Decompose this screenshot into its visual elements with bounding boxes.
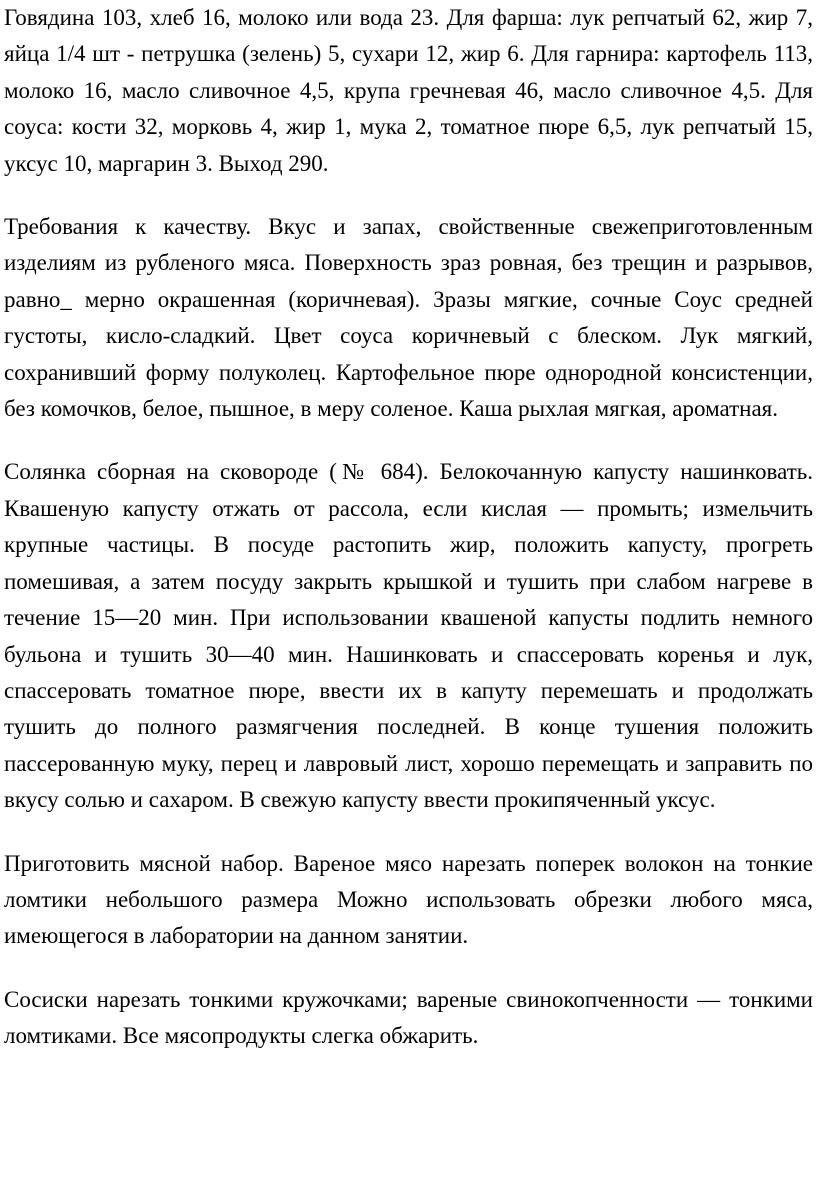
paragraph-ingredients: Говядина 103, хлеб 16, молоко или вода 23. Для фарша: лук репчатый 62, жир 7, яйца 1/4 шт - петрушка (зелень) 5, сухари 12, жир 6. Для гарнира: картофель 113, молоко 16, масло сливочное 4,5, крупа гречневая 46, масло сливочное 4,5. Для соуса: кости 32, морковь 4, жир 1, мука 2, томатное пюре 6,5, лук репчатый 15, уксус 10, маргарин 3. Выход 290. xyxy=(4,5,813,176)
paragraph-quality-requirements: Требования к качеству. Вкус и запах, свойственные свежеприготовленным изделиям из рубленого мяса. Поверхность зраз ровная, без трещин и разрывов, равно_ мерно окрашенная (коричневая). Зразы мягкие, сочные Соус средней густоты, кисло-сладкий. Цвет соуса коричневый с блеском. Лук мягкий, сохранивший форму полуколец. Картофельное пюре однородной консистенции, без комочков, белое, пышное, в меру соленое. Каша рыхлая мягкая, ароматная. xyxy=(4,214,813,422)
paragraph-meat-set: Приготовить мясной набор. Вареное мясо нарезать поперек волокон на тонкие ломтики небольшого размера Можно использовать обрезки любого мяса, имеющегося в лаборатории на данном занятии. xyxy=(4,850,813,949)
paragraph-solyanka-recipe: Солянка сборная на сковороде (№ 684). Белокочанную капусту нашинковать. Квашеную капусту отжать от рассола, если кислая — промыть; измельчить крупные частицы. В посуде растопить жир, положить капусту, прогреть помешивая, а затем посуду закрыть крышкой и тушить при слабом нагреве в течение 15—20 мин. При использовании квашеной капусты подлить немного бульона и тушить 30—40 мин. Нашинковать и спассеровать коренья и лук, спассеровать томатное пюре, ввести их в капуту перемешать и продолжать тушить до полного размягчения последней. В конце тушения положить пассерованную муку, перец и лавровый лист, хорошо перемещать и заправить по вкусу солью и сахаром. В свежую капусту ввести прокипяченный уксус. xyxy=(4,459,813,813)
paragraph-sausages: Сосиски нарезать тонкими кружочками; вареные свинокопченности — тонкими ломтиками. Все мясопродукты слегка обжарить. xyxy=(4,986,813,1049)
